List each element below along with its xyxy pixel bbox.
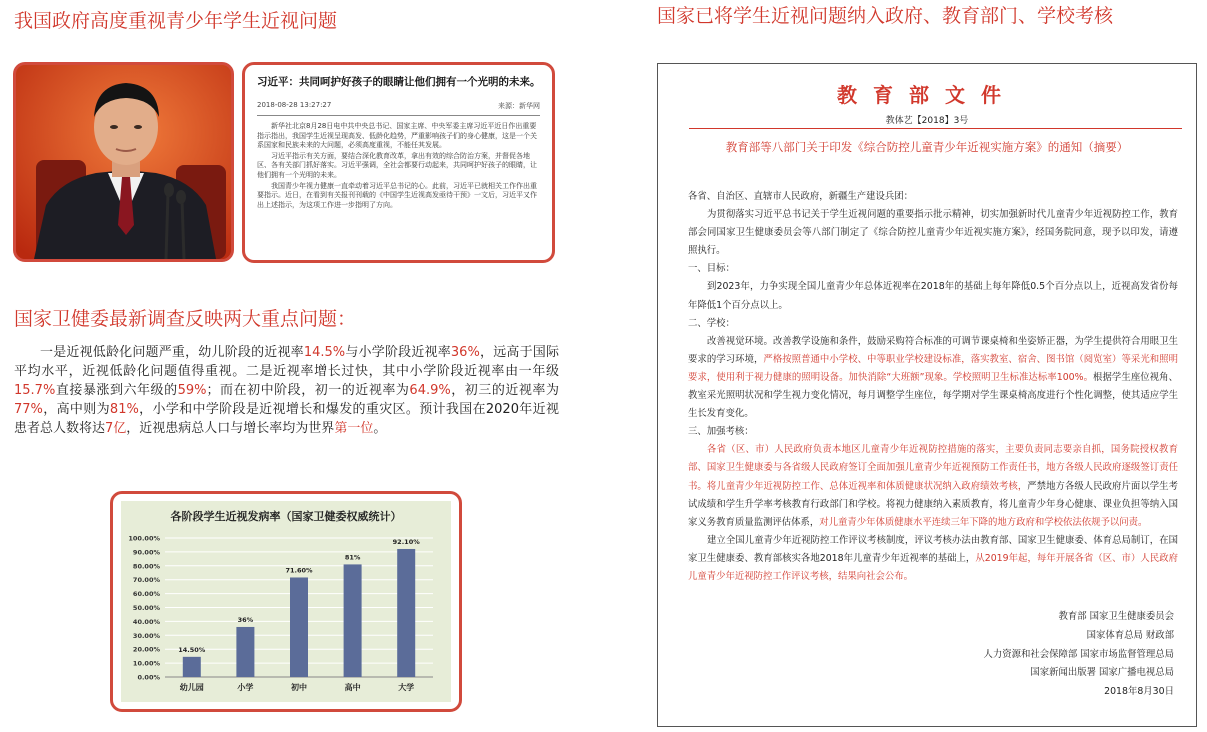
evaluation-highlight: 从2019年起，每年开展各省（区、市）人民政府儿童青少年近视防控工作评议考核，结果向社会公布。 xyxy=(688,552,1178,582)
paragraph-text: ，高中则为 xyxy=(42,402,110,417)
bar-3 xyxy=(344,564,362,677)
section-title-government: 我国政府高度重视青少年学生近视问题 xyxy=(14,10,338,32)
highlight-figure: 36% xyxy=(450,345,480,360)
signatory-line: 国家体育总局 财政部 xyxy=(1086,629,1174,641)
paragraph-text: ，近视患病总人口与增长率均为世界 xyxy=(126,421,335,436)
section-title-assessment: 国家已将学生近视问题纳入政府、教育部门、学校考核 xyxy=(657,5,1114,27)
x-tick-label: 幼儿园 xyxy=(179,683,204,692)
news-divider xyxy=(257,115,540,116)
paragraph-text: 直接暴涨到六年级的 xyxy=(55,383,178,398)
news-source: 来源：新华网 xyxy=(498,102,540,110)
paragraph-text: 。 xyxy=(373,421,387,436)
x-tick-label: 小学 xyxy=(237,683,254,692)
heading-goal: 一、目标： xyxy=(688,263,735,275)
data-label: 36% xyxy=(237,615,254,624)
leader-portrait-illustration xyxy=(16,65,231,259)
myopia-chart-card xyxy=(110,491,462,712)
data-label: 81% xyxy=(344,553,361,562)
bar-0 xyxy=(183,657,201,677)
paragraph-text: 与小学阶段近视率 xyxy=(345,345,451,360)
y-tick-label: 40.00% xyxy=(132,617,160,626)
signatory-line: 教育部 国家卫生健康委员会 xyxy=(1058,611,1174,622)
ministry-document xyxy=(657,63,1197,727)
y-tick-label: 100.00% xyxy=(128,534,160,543)
signatory-line: 国家新闻出版署 国家广播电视总局 xyxy=(1030,667,1174,679)
chart-title: 各阶段学生近视发病率（国家卫健委权威统计） xyxy=(170,510,402,523)
x-tick-label: 初中 xyxy=(291,683,307,692)
highlight-figure: 7亿 xyxy=(105,421,127,436)
x-tick-label: 高中 xyxy=(344,683,361,692)
leader-photo xyxy=(13,62,234,262)
news-date: 2018-08-28 13:27:27 xyxy=(257,101,332,109)
document-header: 教育部文件 xyxy=(837,83,1017,107)
highlight-figure: 81% xyxy=(109,402,139,417)
paragraph-text: ，小学和中学阶段是近视增长和爆发的重灾区。预计我国在2020年近视患者总人数将达 xyxy=(14,402,559,436)
section-title-survey: 国家卫健委最新调查反映两大重点问题： xyxy=(14,308,357,330)
highlight-figure: 64.9% xyxy=(409,383,451,398)
news-title: 习近平：共同呵护好孩子的眼睛让他们拥有一个光明的未来。 xyxy=(257,76,541,88)
y-tick-label: 0.00% xyxy=(137,673,160,682)
paragraph-text: ；而在初中阶段，初一的近视率为 xyxy=(206,383,410,398)
evaluation-text-a: 建立全国儿童青少年近视防控工作评议考核制度，评议考核办法由教育部、国家卫生健康委、体育总局制订，在国家卫生健康委、教育部核实各地2018年儿童青少年近视率的基础上， xyxy=(688,534,1178,564)
news-paragraph: 新华社北京8月28日电中共中央总书记、国家主席、中央军委主席习近平近日作出重要指示指出，我国学生近视呈现高发、低龄化趋势，严重影响孩子们的身心健康，这是一个关系国家和民族未来的大问题，必须高度重视，不能任其发展。 xyxy=(257,122,537,150)
assessment-text xyxy=(688,441,1178,531)
y-tick-label: 10.00% xyxy=(132,659,160,668)
bar-4 xyxy=(397,549,415,677)
y-tick-label: 80.00% xyxy=(132,562,160,571)
paragraph-text: 一是近视低龄化问题严重，幼儿阶段的近视率 xyxy=(40,345,304,360)
bar-2 xyxy=(290,577,308,677)
highlight-figure: 77% xyxy=(14,402,43,417)
y-tick-label: 30.00% xyxy=(132,631,160,640)
assessment-text-a: 严禁地方各级人民政府片面以学生考试成绩和学生升学率考核教育行政部门和学校。将视力健康纳入素质教育，将儿童青少年身心健康、课业负担等纳入国家义务教育质量监测评估体系， xyxy=(688,480,1178,528)
news-meta xyxy=(257,101,540,111)
data-label: 92.10% xyxy=(392,537,420,546)
document-number: 教体艺【2018】3号 xyxy=(885,116,969,126)
document-date: 2018年8月30日 xyxy=(1104,686,1174,698)
assessment-highlight-2: 对儿童青少年体质健康水平连续三年下降的地方政府和学校依法依规予以问责。 xyxy=(819,516,1148,528)
heading-assessment: 三、加强考核： xyxy=(688,426,754,438)
document-salutation: 各省、自治区、直辖市人民政府，新疆生产建设兵团： xyxy=(688,191,914,202)
highlight-figure: 15.7% xyxy=(14,383,56,398)
goal-text: 到2023年，力争实现全国儿童青少年总体近视率在2018年的基础上每年降低0.5个百分点以上，近视高发省份每年降低1个百分点以上。 xyxy=(688,281,1178,311)
evaluation-text xyxy=(688,532,1178,586)
document-signatories xyxy=(914,608,1174,702)
document-intro: 为贯彻落实习近平总书记关于学生近视问题的重要指示批示精神，切实加强新时代儿童青少年近视防控工作，教育部会同国家卫生健康委员会等八部门制定了《综合防控儿童青少年近视实施方案》，经国务院同意，现予以印发，请遵照执行。 xyxy=(688,209,1178,257)
news-paragraph: 习近平指示有关方面，要结合深化教育改革，拿出有效的综合防治方案，并督促各地区、各有关部门抓好落实。习近平强调，全社会都要行动起来，共同呵护好孩子的眼睛，让他们拥有一个光明的未来。 xyxy=(257,151,537,179)
y-tick-label: 50.00% xyxy=(132,604,160,612)
document-red-rule xyxy=(689,128,1182,129)
survey-paragraph xyxy=(14,343,559,438)
highlight-figure: 14.5% xyxy=(303,345,346,360)
paragraph-text: ，远高于国际平均水平，近视低龄化问题值得重视。二是近视率增长过快，其中小学阶段近视率由一年级 xyxy=(14,345,559,379)
y-tick-label: 60.00% xyxy=(132,590,160,599)
news-paragraph: 我国青少年视力健康一直牵动着习近平总书记的心。此前，习近平已就相关工作作出重要指示。近日，在看到有关报刊刊载的《中国学生近视高发亟待干预》一文后，习近平又作出上述指示，为这项工作进一步指明了方向。 xyxy=(257,181,537,209)
document-body xyxy=(688,188,1178,586)
paragraph-text: ，初三的近视率为 xyxy=(450,383,559,398)
myopia-bar-chart xyxy=(113,494,459,709)
school-text xyxy=(688,333,1178,423)
bar-1 xyxy=(236,627,254,677)
heading-school: 二、学校： xyxy=(688,317,735,329)
school-text-a: 改善视觉环境。改善教学设施和条件，鼓励采购符合标准的可调节课桌椅和坐姿矫正器，为学生提供符合用眼卫生要求的学习环境， xyxy=(688,335,1178,365)
highlight-figure: 第一位 xyxy=(334,421,374,436)
highlight-figure: 59% xyxy=(177,383,207,398)
news-body xyxy=(257,122,540,210)
school-text-b: 根据学生座位视角、教室采光照明状况和学生视力变化情况，每月调整学生座位，每学期对学生课桌椅高度进行个性化调整，使其适应学生生长发育变化。 xyxy=(688,371,1178,420)
data-label: 71.60% xyxy=(285,566,313,575)
school-text-highlight: 严格按照普通中小学校、中等职业学校建设标准，落实教室、宿舍、图书馆（阅览室）等采光和照明要求，使用利于视力健康的照明设备。加快消除“大班额”现象。学校照明卫生标准达标率100%。 xyxy=(688,353,1178,383)
assessment-highlight-1: 各省（区、市）人民政府负责本地区儿童青少年近视防控措施的落实，主要负责同志要亲自抓，国务院授权教育部、国家卫生健康委与各省级人民政府签订全面加强儿童青少年近视预防工作责任书，地方各级人民政府逐级签订责任书。将儿童青少年近视防控工作、总体近视率和体质健康状况纳入政府绩效考核， xyxy=(688,444,1178,492)
data-label: 14.50% xyxy=(178,645,206,654)
y-tick-label: 90.00% xyxy=(132,548,160,557)
document-subtitle: 教育部等八部门关于印发《综合防控儿童青少年近视实施方案》的通知（摘要） xyxy=(725,140,1129,154)
news-card xyxy=(242,62,555,263)
x-tick-label: 大学 xyxy=(398,683,415,692)
signatory-line: 人力资源和社会保障部 国家市场监督管理总局 xyxy=(983,648,1174,660)
y-tick-label: 20.00% xyxy=(132,645,160,654)
y-tick-label: 70.00% xyxy=(132,576,160,585)
